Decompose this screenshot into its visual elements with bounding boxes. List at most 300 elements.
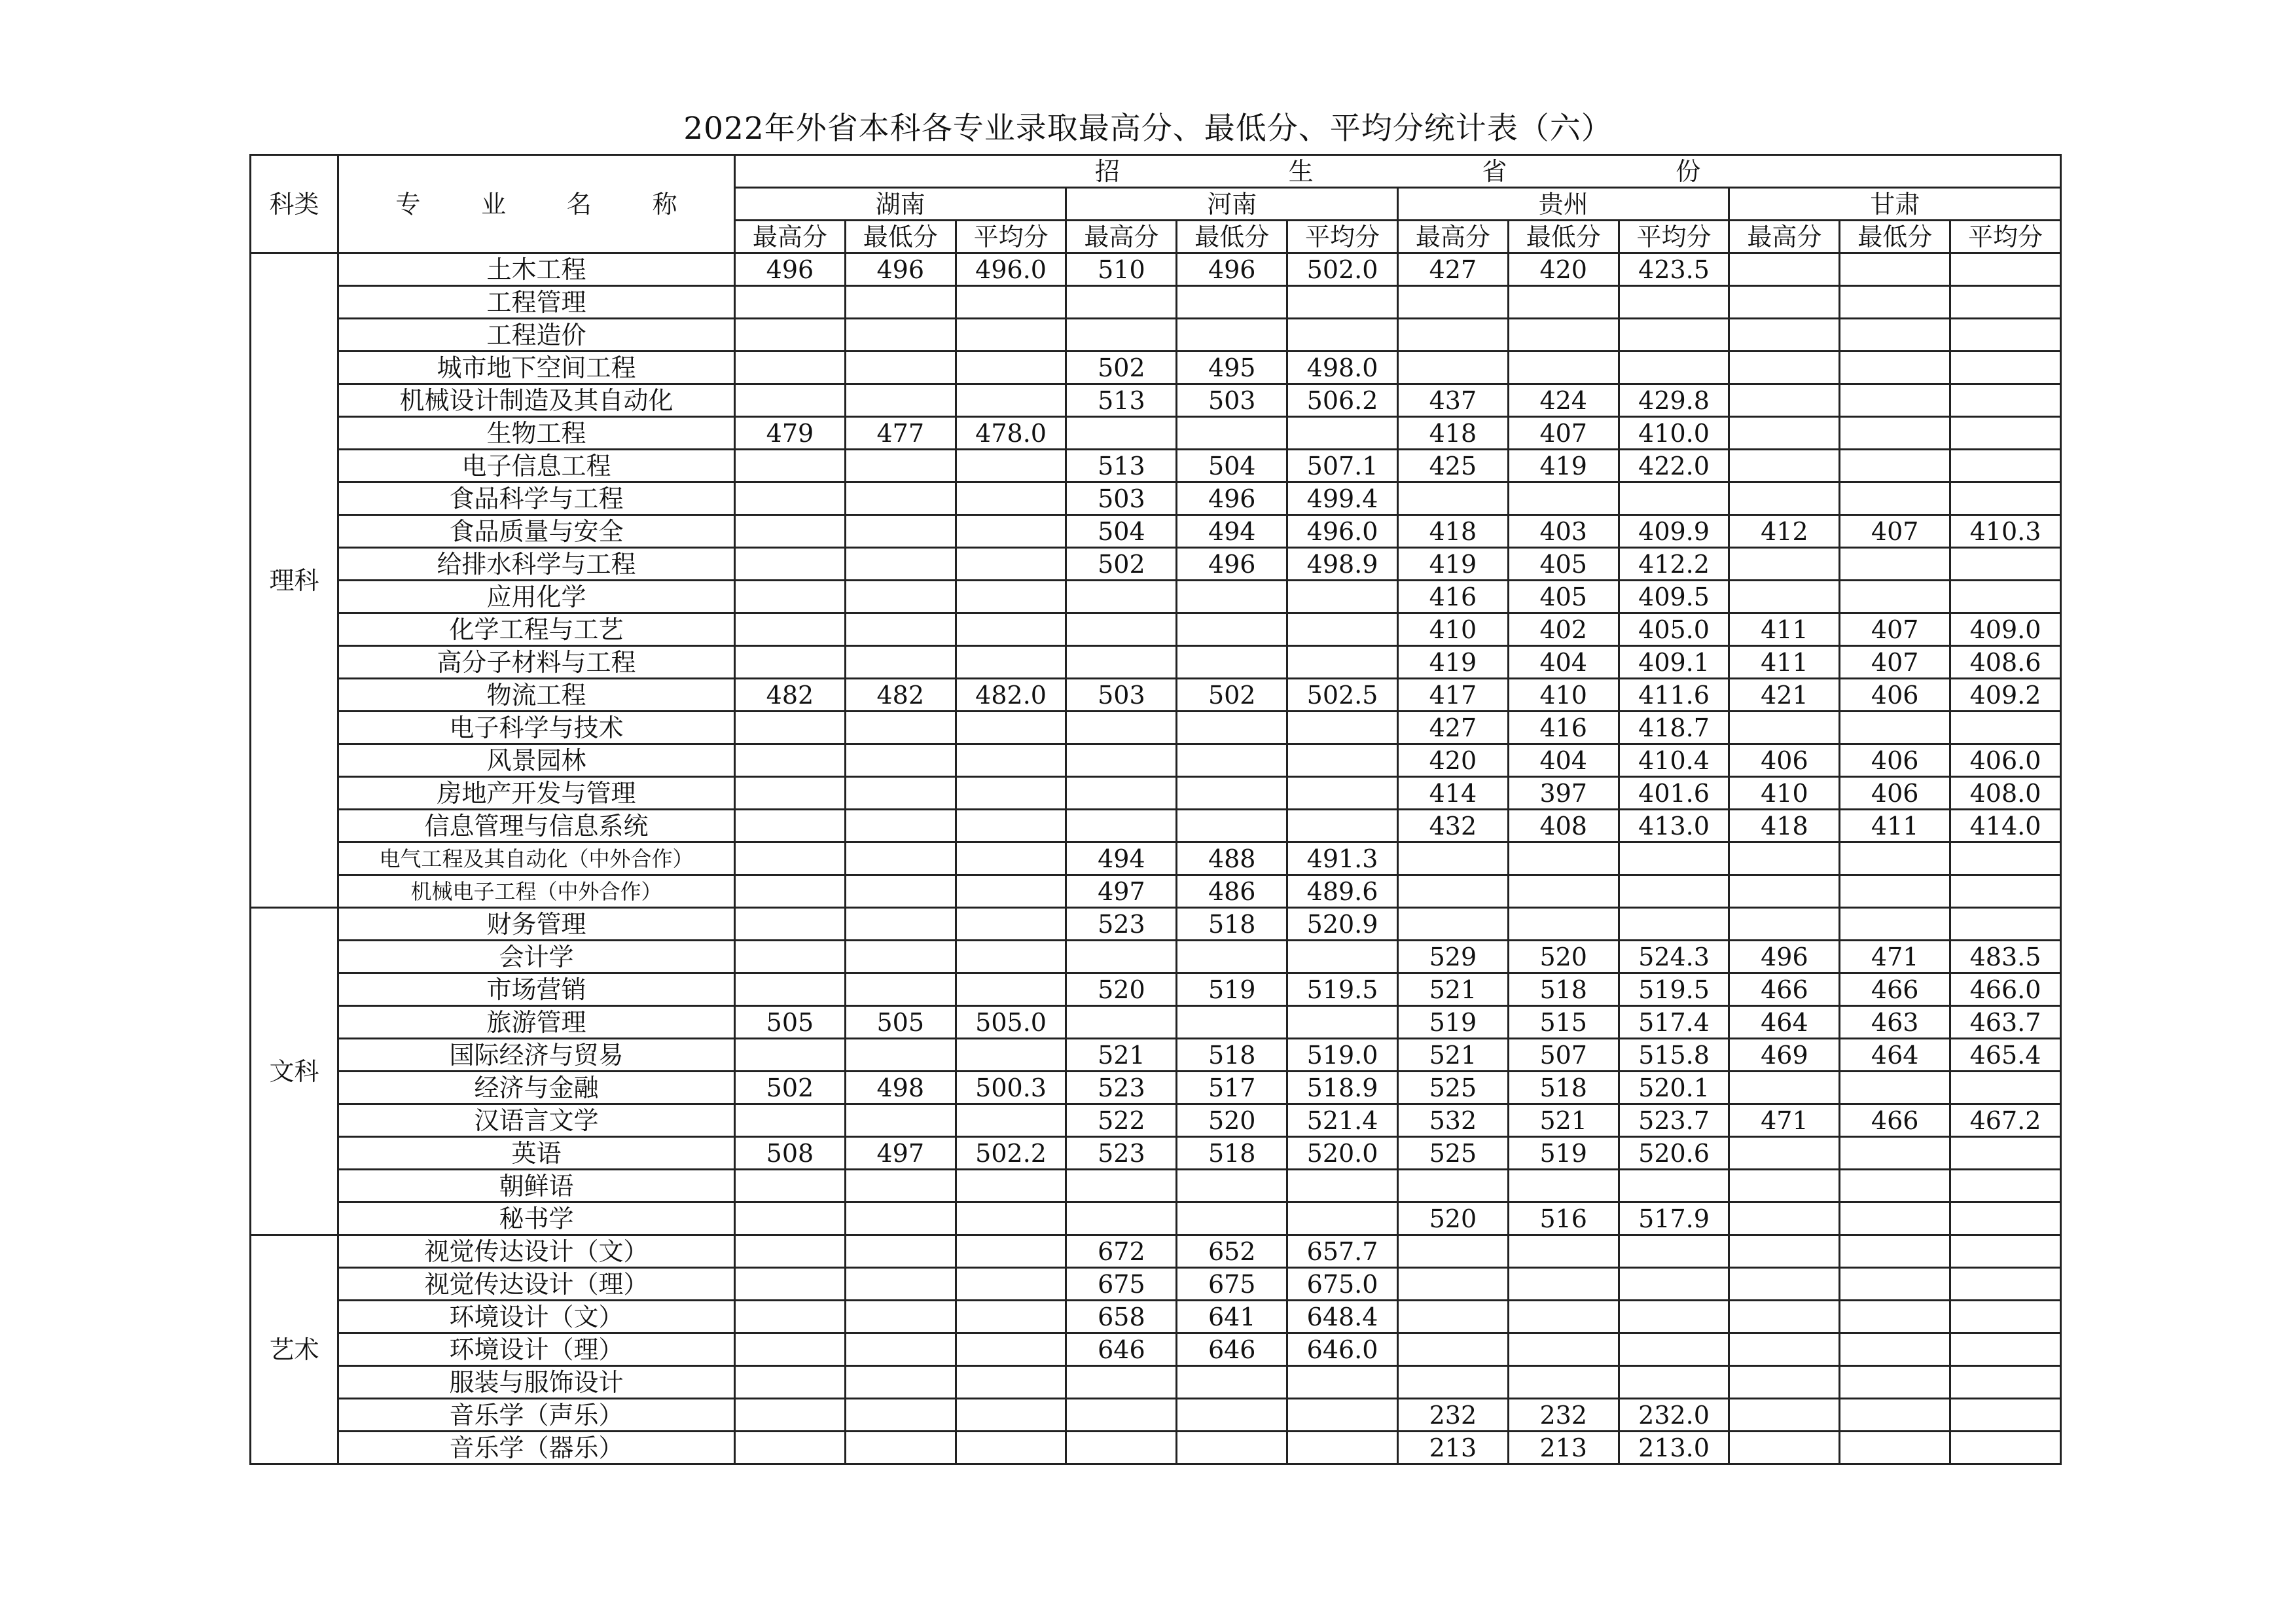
score-cell: [1066, 941, 1177, 973]
score-cell: [956, 941, 1066, 973]
score-cell: [1840, 319, 1950, 352]
table-row: [251, 450, 2061, 482]
major-name-cell: 市场营销: [338, 973, 735, 1006]
score-cell: [845, 450, 956, 482]
major-name-cell: 城市地下空间工程: [338, 352, 735, 384]
score-cell: [1619, 1170, 1729, 1202]
score-cell: [1287, 1366, 1398, 1399]
score-cell: 467.2: [1950, 1104, 2061, 1137]
score-cell: [1619, 1235, 1729, 1268]
score-cell: [1950, 581, 2061, 613]
score-cell: 507: [1508, 1039, 1619, 1072]
score-cell: [1066, 613, 1177, 646]
score-cell: [735, 548, 846, 581]
score-cell: 502.2: [956, 1137, 1066, 1170]
score-cell: [956, 1366, 1066, 1399]
major-name-cell: 国际经济与贸易: [338, 1039, 735, 1072]
score-cell: 418: [1397, 417, 1508, 450]
major-name-cell: 化学工程与工艺: [338, 613, 735, 646]
score-cell: 409.0: [1950, 613, 2061, 646]
score-cell: [1508, 1268, 1619, 1301]
header-category: 科类: [251, 155, 338, 253]
score-cell: [956, 1432, 1066, 1464]
score-cell: [845, 712, 956, 744]
score-cell: [1397, 1301, 1508, 1333]
score-cell: [1508, 908, 1619, 941]
score-cell: [956, 613, 1066, 646]
table-row: [251, 548, 2061, 581]
major-name-cell: 经济与金融: [338, 1072, 735, 1104]
score-cell: 675: [1177, 1268, 1287, 1301]
major-name-cell: 旅游管理: [338, 1006, 735, 1039]
table-row: [251, 810, 2061, 842]
score-cell: 412.2: [1619, 548, 1729, 581]
score-cell: [735, 581, 846, 613]
score-cell: [1066, 286, 1177, 319]
major-name-cell: 给排水科学与工程: [338, 548, 735, 581]
score-cell: 517.4: [1619, 1006, 1729, 1039]
score-cell: [1287, 712, 1398, 744]
score-cell: 419: [1508, 450, 1619, 482]
score-cell: [956, 1235, 1066, 1268]
score-cell: [1066, 581, 1177, 613]
score-cell: 464: [1729, 1006, 1840, 1039]
score-cell: 503: [1066, 679, 1177, 712]
score-cell: [1177, 712, 1287, 744]
score-cell: 503: [1177, 384, 1287, 417]
score-cell: 520: [1177, 1104, 1287, 1137]
score-cell: 520: [1066, 973, 1177, 1006]
table-row: [251, 1072, 2061, 1104]
score-cell: [1066, 1432, 1177, 1464]
score-cell: 525: [1397, 1072, 1508, 1104]
score-cell: 408.0: [1950, 777, 2061, 810]
major-name-cell: 视觉传达设计（理）: [338, 1268, 735, 1301]
category-cell: 艺术: [251, 1235, 338, 1464]
score-cell: 410: [1397, 613, 1508, 646]
score-cell: [735, 941, 846, 973]
score-cell: 464: [1840, 1039, 1950, 1072]
score-cell: 519.0: [1287, 1039, 1398, 1072]
score-cell: 523: [1066, 1072, 1177, 1104]
score-cell: 405: [1508, 548, 1619, 581]
score-cell: 422.0: [1619, 450, 1729, 482]
score-cell: [1619, 1333, 1729, 1366]
score-cell: [956, 515, 1066, 548]
table-row: [251, 352, 2061, 384]
score-cell: [845, 548, 956, 581]
score-cell: 505: [845, 1006, 956, 1039]
score-cell: [1619, 1268, 1729, 1301]
score-cell: 508: [735, 1137, 846, 1170]
score-cell: [956, 1170, 1066, 1202]
score-cell: 482.0: [956, 679, 1066, 712]
score-cell: 409.1: [1619, 646, 1729, 679]
score-cell: 520.9: [1287, 908, 1398, 941]
major-name-cell: 财务管理: [338, 908, 735, 941]
score-cell: [735, 875, 846, 908]
score-cell: 648.4: [1287, 1301, 1398, 1333]
score-cell: [1950, 1366, 2061, 1399]
major-name-cell: 音乐学（器乐）: [338, 1432, 735, 1464]
score-cell: [956, 286, 1066, 319]
score-cell: [1287, 286, 1398, 319]
score-cell: [1950, 1202, 2061, 1235]
score-cell: [1729, 875, 1840, 908]
header-province-henan: 河南: [1066, 188, 1397, 221]
score-cell: 413.0: [1619, 810, 1729, 842]
score-cell: 496: [1177, 548, 1287, 581]
score-cell: [1729, 1333, 1840, 1366]
score-cell: 406.0: [1950, 744, 2061, 777]
score-cell: [845, 1366, 956, 1399]
score-cell: [1729, 384, 1840, 417]
score-cell: [956, 777, 1066, 810]
score-cell: [1729, 253, 1840, 286]
score-cell: 496: [1729, 941, 1840, 973]
score-cell: [1950, 253, 2061, 286]
score-cell: 213: [1508, 1432, 1619, 1464]
score-cell: [956, 352, 1066, 384]
score-cell: 657.7: [1287, 1235, 1398, 1268]
score-cell: [956, 1104, 1066, 1137]
score-cell: [1840, 417, 1950, 450]
score-cell: 404: [1508, 744, 1619, 777]
score-cell: [956, 744, 1066, 777]
score-cell: 523: [1066, 908, 1177, 941]
score-cell: [845, 908, 956, 941]
score-cell: [1840, 286, 1950, 319]
score-cell: [956, 712, 1066, 744]
score-cell: 213: [1397, 1432, 1508, 1464]
score-cell: [845, 842, 956, 875]
score-cell: [1066, 777, 1177, 810]
score-cell: [956, 1039, 1066, 1072]
header-min: 最低分: [1508, 221, 1619, 253]
score-cell: [1729, 1170, 1840, 1202]
score-cell: [1840, 1072, 1950, 1104]
major-name-cell: 英语: [338, 1137, 735, 1170]
score-cell: 521: [1397, 1039, 1508, 1072]
score-cell: [956, 482, 1066, 515]
score-cell: [735, 286, 846, 319]
score-cell: 432: [1397, 810, 1508, 842]
score-cell: 232: [1508, 1399, 1619, 1432]
score-cell: [1619, 1301, 1729, 1333]
score-cell: [1177, 286, 1287, 319]
score-cell: [845, 646, 956, 679]
score-cell: [1397, 1333, 1508, 1366]
score-cell: [1287, 1399, 1398, 1432]
score-cell: 429.8: [1619, 384, 1729, 417]
score-cell: [1066, 319, 1177, 352]
score-cell: [1397, 352, 1508, 384]
score-cell: [1508, 875, 1619, 908]
score-cell: [735, 1170, 846, 1202]
score-cell: 496.0: [1287, 515, 1398, 548]
score-cell: 483.5: [1950, 941, 2061, 973]
score-cell: [845, 1333, 956, 1366]
score-cell: [1729, 1202, 1840, 1235]
major-name-cell: 电气工程及其自动化（中外合作）: [338, 842, 735, 875]
score-cell: [1397, 908, 1508, 941]
score-cell: 416: [1397, 581, 1508, 613]
major-name-cell: 视觉传达设计（文）: [338, 1235, 735, 1268]
header-province-gansu: 甘肃: [1729, 188, 2060, 221]
score-cell: [1066, 810, 1177, 842]
score-cell: [1397, 842, 1508, 875]
score-cell: [1840, 1202, 1950, 1235]
score-cell: 410.3: [1950, 515, 2061, 548]
score-cell: [845, 515, 956, 548]
score-cell: [956, 1202, 1066, 1235]
score-cell: [1508, 1301, 1619, 1333]
score-cell: 504: [1177, 450, 1287, 482]
table-row: [251, 515, 2061, 548]
score-cell: [1840, 1170, 1950, 1202]
score-cell: 463: [1840, 1006, 1950, 1039]
score-cell: 406: [1840, 744, 1950, 777]
major-name-cell: 朝鲜语: [338, 1170, 735, 1202]
score-cell: 466: [1840, 1104, 1950, 1137]
score-cell: 427: [1397, 253, 1508, 286]
score-cell: [735, 973, 846, 1006]
category-cell: 文科: [251, 908, 338, 1235]
score-cell: 522: [1066, 1104, 1177, 1137]
major-name-cell: 食品质量与安全: [338, 515, 735, 548]
score-cell: [1287, 777, 1398, 810]
score-cell: [735, 450, 846, 482]
major-name-cell: 信息管理与信息系统: [338, 810, 735, 842]
score-cell: [956, 384, 1066, 417]
score-cell: 411.6: [1619, 679, 1729, 712]
score-cell: [956, 973, 1066, 1006]
score-cell: 502.0: [1287, 253, 1398, 286]
score-cell: [845, 810, 956, 842]
category-cell: 理科: [251, 253, 338, 908]
score-cell: 498.0: [1287, 352, 1398, 384]
score-cell: [1950, 450, 2061, 482]
major-name-cell: 机械设计制造及其自动化: [338, 384, 735, 417]
score-cell: 507.1: [1287, 450, 1398, 482]
table-row: [251, 417, 2061, 450]
score-cell: 405.0: [1619, 613, 1729, 646]
score-cell: [1177, 417, 1287, 450]
score-cell: [956, 450, 1066, 482]
score-cell: [1729, 286, 1840, 319]
score-cell: 418: [1397, 515, 1508, 548]
score-cell: 407: [1840, 646, 1950, 679]
score-cell: [1729, 482, 1840, 515]
score-cell: [845, 286, 956, 319]
score-cell: 409.5: [1619, 581, 1729, 613]
score-cell: 499.4: [1287, 482, 1398, 515]
major-name-cell: 物流工程: [338, 679, 735, 712]
score-cell: [1729, 1072, 1840, 1104]
score-cell: [735, 908, 846, 941]
major-name-cell: 食品科学与工程: [338, 482, 735, 515]
score-cell: 409.2: [1950, 679, 2061, 712]
header-avg: 平均分: [956, 221, 1066, 253]
table-row: [251, 1301, 2061, 1333]
score-cell: 403: [1508, 515, 1619, 548]
score-cell: [1840, 908, 1950, 941]
score-cell: [1508, 286, 1619, 319]
header-max: 最高分: [1729, 221, 1840, 253]
score-cell: 232.0: [1619, 1399, 1729, 1432]
score-cell: [1729, 908, 1840, 941]
score-cell: 405: [1508, 581, 1619, 613]
score-cell: 488: [1177, 842, 1287, 875]
score-cell: [1508, 842, 1619, 875]
score-cell: [1840, 548, 1950, 581]
score-cell: [1950, 1235, 2061, 1268]
score-cell: [1177, 1432, 1287, 1464]
score-cell: [1177, 1202, 1287, 1235]
table-row: [251, 253, 2061, 286]
score-cell: 424: [1508, 384, 1619, 417]
score-cell: [735, 1202, 846, 1235]
score-cell: 517.9: [1619, 1202, 1729, 1235]
header-max: 最高分: [1066, 221, 1177, 253]
score-cell: 232: [1397, 1399, 1508, 1432]
score-cell: 414.0: [1950, 810, 2061, 842]
score-cell: 675: [1066, 1268, 1177, 1301]
score-cell: [1729, 581, 1840, 613]
score-cell: [735, 777, 846, 810]
score-cell: [1950, 352, 2061, 384]
score-cell: [1508, 482, 1619, 515]
score-cell: 505.0: [956, 1006, 1066, 1039]
score-cell: 494: [1066, 842, 1177, 875]
table-row: [251, 1104, 2061, 1137]
header-max: 最高分: [735, 221, 846, 253]
score-cell: [735, 482, 846, 515]
score-cell: [1287, 581, 1398, 613]
score-cell: 463.7: [1950, 1006, 2061, 1039]
score-cell: 652: [1177, 1235, 1287, 1268]
score-cell: [1950, 1072, 2061, 1104]
table-row: [251, 1235, 2061, 1268]
score-cell: [1287, 744, 1398, 777]
score-cell: [735, 1039, 846, 1072]
table-row: [251, 1137, 2061, 1170]
score-cell: 517: [1177, 1072, 1287, 1104]
score-cell: [1950, 875, 2061, 908]
score-cell: 529: [1397, 941, 1508, 973]
score-cell: [845, 941, 956, 973]
table-row: [251, 482, 2061, 515]
score-cell: [1177, 1366, 1287, 1399]
table-row: [251, 1268, 2061, 1301]
major-name-cell: 汉语言文学: [338, 1104, 735, 1137]
score-cell: [956, 646, 1066, 679]
score-cell: 425: [1397, 450, 1508, 482]
score-cell: 411: [1840, 810, 1950, 842]
score-cell: [1729, 1399, 1840, 1432]
table-row: [251, 581, 2061, 613]
score-cell: 521.4: [1287, 1104, 1398, 1137]
score-cell: 486: [1177, 875, 1287, 908]
major-name-cell: 环境设计（理）: [338, 1333, 735, 1366]
score-cell: 411: [1729, 613, 1840, 646]
score-cell: [735, 384, 846, 417]
score-cell: [1729, 352, 1840, 384]
score-cell: [1840, 352, 1950, 384]
score-cell: 406: [1729, 744, 1840, 777]
score-cell: 410.0: [1619, 417, 1729, 450]
score-cell: [845, 1399, 956, 1432]
score-cell: [1950, 842, 2061, 875]
table-row: [251, 1170, 2061, 1202]
score-cell: 519: [1508, 1137, 1619, 1170]
major-name-cell: 生物工程: [338, 417, 735, 450]
header-min: 最低分: [1177, 221, 1287, 253]
score-cell: [845, 581, 956, 613]
score-cell: 518: [1177, 1039, 1287, 1072]
score-cell: [1287, 613, 1398, 646]
score-cell: 416: [1508, 712, 1619, 744]
major-name-cell: 高分子材料与工程: [338, 646, 735, 679]
score-cell: [1177, 1170, 1287, 1202]
score-cell: [1066, 744, 1177, 777]
score-cell: [735, 613, 846, 646]
score-cell: [1729, 548, 1840, 581]
score-cell: [1840, 482, 1950, 515]
score-cell: 401.6: [1619, 777, 1729, 810]
score-cell: [1177, 581, 1287, 613]
score-cell: 520: [1397, 1202, 1508, 1235]
table-row: [251, 1039, 2061, 1072]
score-cell: 419: [1397, 548, 1508, 581]
score-cell: [1950, 1268, 2061, 1301]
score-cell: [1840, 450, 1950, 482]
score-cell: 498.9: [1287, 548, 1398, 581]
score-cell: [1840, 1333, 1950, 1366]
score-cell: 515.8: [1619, 1039, 1729, 1072]
score-cell: [1729, 1137, 1840, 1170]
score-cell: 502.5: [1287, 679, 1398, 712]
score-cell: [735, 1268, 846, 1301]
score-cell: [956, 1268, 1066, 1301]
score-cell: [1619, 1366, 1729, 1399]
score-cell: [1840, 842, 1950, 875]
score-cell: 502: [1066, 352, 1177, 384]
score-table: [249, 154, 2062, 1465]
score-cell: [1508, 352, 1619, 384]
score-cell: 418.7: [1619, 712, 1729, 744]
table-row: [251, 679, 2061, 712]
score-cell: 516: [1508, 1202, 1619, 1235]
score-cell: 420: [1508, 253, 1619, 286]
score-cell: 421: [1729, 679, 1840, 712]
score-cell: 513: [1066, 384, 1177, 417]
score-cell: [1397, 875, 1508, 908]
score-cell: [1619, 842, 1729, 875]
score-cell: [1508, 319, 1619, 352]
score-cell: [1619, 482, 1729, 515]
major-name-cell: 机械电子工程（中外合作）: [338, 875, 735, 908]
score-cell: 408: [1508, 810, 1619, 842]
score-cell: [1066, 1366, 1177, 1399]
score-cell: 496.0: [956, 253, 1066, 286]
score-cell: [1066, 1202, 1177, 1235]
table-row: [251, 908, 2061, 941]
score-cell: [1508, 1333, 1619, 1366]
score-cell: [1177, 1006, 1287, 1039]
score-cell: 510: [1066, 253, 1177, 286]
score-cell: [845, 1039, 956, 1072]
